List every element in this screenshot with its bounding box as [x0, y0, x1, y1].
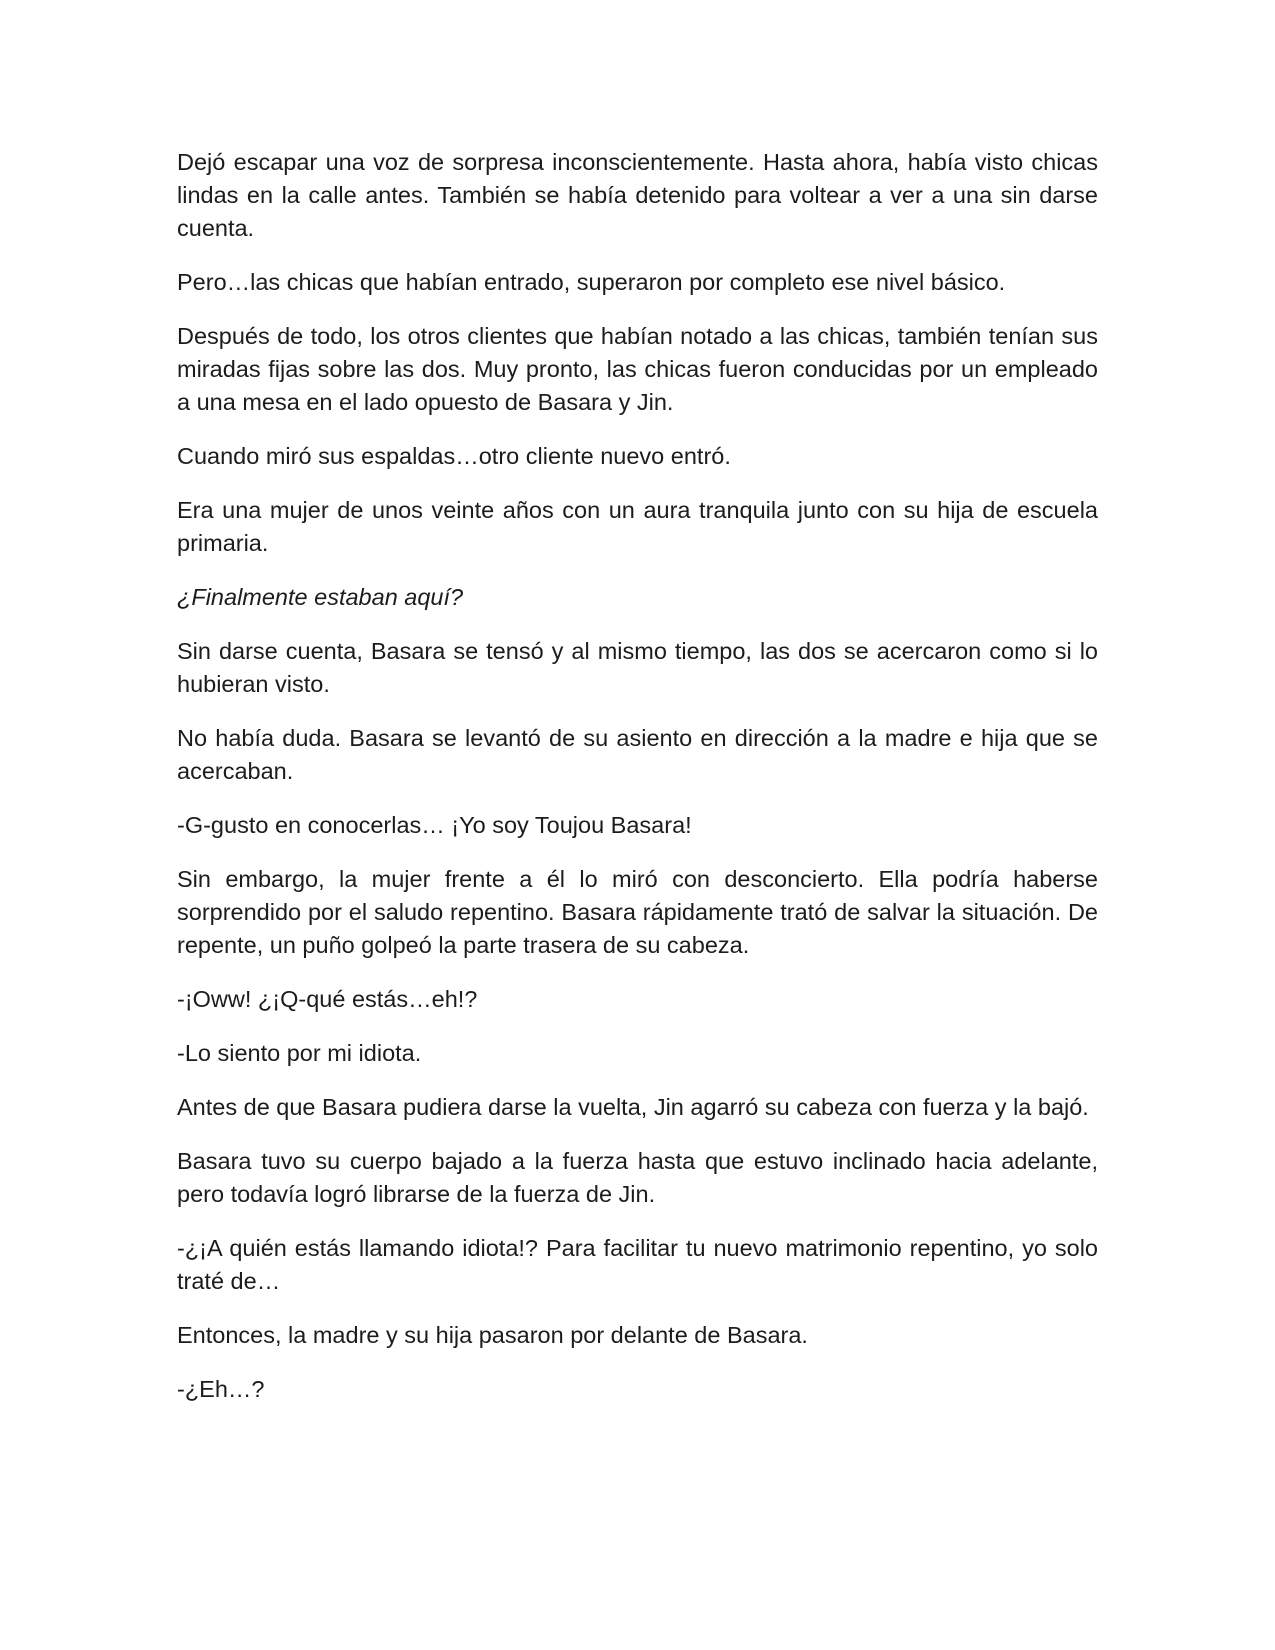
- paragraph-10: Sin embargo, la mujer frente a él lo miró con desconcierto. Ella podría haberse sorprendido por el saludo repentino. Basara rápidamente trató de salvar la situación. De repente, un puño golpeó la parte trasera de su cabeza.: [177, 866, 1098, 958]
- paragraph-16: Entonces, la madre y su hija pasaron por delante de Basara.: [177, 1322, 808, 1348]
- paragraph-14: Basara tuvo su cuerpo bajado a la fuerza hasta que estuvo inclinado hacia adelante, pero todavía logró librarse de la fuerza de Jin.: [177, 1148, 1098, 1207]
- paragraph-17-dialogue: -¿Eh…?: [177, 1376, 265, 1402]
- paragraph-12-dialogue: -Lo siento por mi idiota.: [177, 1040, 422, 1066]
- paragraph-2: Pero…las chicas que habían entrado, superaron por completo ese nivel básico.: [177, 269, 1006, 295]
- paragraph-6-italic-thought: ¿Finalmente estaban aquí?: [177, 584, 464, 610]
- paragraph-4: Cuando miró sus espaldas…otro cliente nuevo entró.: [177, 443, 731, 469]
- paragraph-5: Era una mujer de unos veinte años con un aura tranquila junto con su hija de escuela primaria.: [177, 497, 1098, 556]
- paragraph-9-dialogue: -G-gusto en conocerlas… ¡Yo soy Toujou Basara!: [177, 812, 692, 838]
- paragraph-3: Después de todo, los otros clientes que habían notado a las chicas, también tenían sus miradas fijas sobre las dos. Muy pronto, las chicas fueron conducidas por un empleado a una mesa en el lado opuesto de Basara y Jin.: [177, 323, 1098, 415]
- document-page: [177, 146, 1098, 1427]
- paragraph-7: Sin darse cuenta, Basara se tensó y al mismo tiempo, las dos se acercaron como si lo hubieran visto.: [177, 638, 1098, 697]
- paragraph-11-dialogue: -¡Oww! ¿¡Q-qué estás…eh!?: [177, 986, 478, 1012]
- paragraph-13: Antes de que Basara pudiera darse la vuelta, Jin agarró su cabeza con fuerza y la bajó.: [177, 1094, 1089, 1120]
- paragraph-15-dialogue: -¿¡A quién estás llamando idiota!? Para facilitar tu nuevo matrimonio repentino, yo solo traté de…: [177, 1235, 1098, 1294]
- paragraph-8: No había duda. Basara se levantó de su asiento en dirección a la madre e hija que se acercaban.: [177, 725, 1098, 784]
- paragraph-1: Dejó escapar una voz de sorpresa inconscientemente. Hasta ahora, había visto chicas lindas en la calle antes. También se había detenido para voltear a ver a una sin darse cuenta.: [177, 149, 1098, 241]
